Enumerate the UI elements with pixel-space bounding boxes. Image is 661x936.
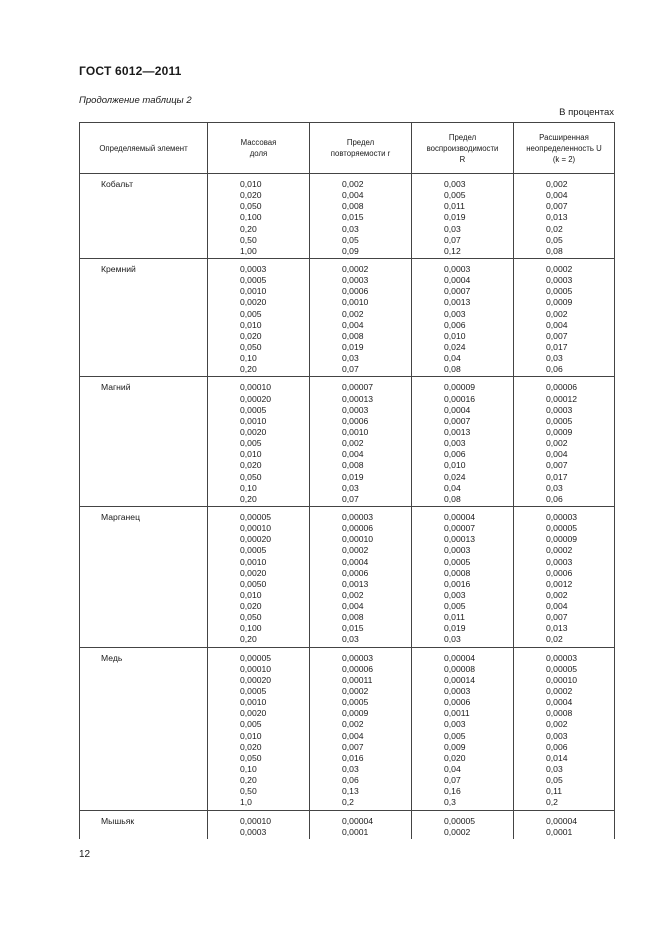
table-value: 0,00009: [444, 382, 476, 393]
values-cell-r: [310, 174, 412, 259]
table-value: 0,00004: [444, 511, 476, 522]
table-value: 0,0001: [342, 826, 369, 837]
table-value: 0,005: [444, 190, 466, 201]
table-value: 0,00010: [240, 815, 272, 826]
table-value: 0,004: [342, 319, 364, 330]
table-value: 0,06: [546, 364, 563, 375]
values-cell-R: [412, 174, 514, 259]
table-value: 1,0: [240, 797, 252, 808]
table-value: 0,00007: [342, 382, 374, 393]
values-cell-r: [310, 258, 412, 376]
table-value: 0,008: [342, 460, 364, 471]
table-value: 0,00003: [546, 652, 578, 663]
table-value: 0,004: [342, 601, 364, 612]
table-value: 0,008: [342, 201, 364, 212]
table-value: 0,00006: [342, 523, 374, 534]
table-value: 0,002: [546, 438, 568, 449]
table-value: 0,07: [342, 493, 359, 504]
table-value: 0,008: [342, 330, 364, 341]
table-value: 0,05: [546, 234, 563, 245]
table-value: 0,20: [240, 364, 257, 375]
table-row: [80, 506, 615, 647]
table-value: 0,2: [342, 797, 354, 808]
table-value: 0,03: [342, 353, 359, 364]
table-value: 0,0010: [240, 556, 267, 567]
element-name: Кремний: [80, 258, 208, 376]
table-caption: Продолжение таблицы 2: [79, 95, 192, 106]
table-value: 0,050: [240, 612, 262, 623]
values-cell-U: [514, 258, 615, 376]
table-value: 0,0003: [444, 263, 471, 274]
table-value: 0,08: [444, 493, 461, 504]
column-header-expanded-uncertainty: [514, 123, 615, 174]
table-value: 0,003: [444, 589, 466, 600]
table-value: 0,03: [546, 764, 563, 775]
table-value: 0,03: [546, 353, 563, 364]
table-value: 0,03: [546, 482, 563, 493]
table-value: 0,024: [444, 471, 466, 482]
page-number: 12: [79, 849, 91, 860]
element-name: Кобальт: [80, 174, 208, 259]
table-value: 0,0012: [546, 578, 573, 589]
table-value: 0,0005: [240, 686, 267, 697]
table-value: 0,0010: [342, 426, 369, 437]
table-value: 0,100: [240, 623, 262, 634]
table-row: [80, 174, 615, 259]
table-value: 0,00003: [342, 511, 374, 522]
table-value: 0,0006: [342, 415, 369, 426]
table-value: 0,00013: [444, 534, 476, 545]
values-cell-mass: [208, 506, 310, 647]
table-value: 0,0008: [444, 567, 471, 578]
values-cell-mass: [208, 810, 310, 839]
column-header-line: Определяемый элемент: [99, 143, 188, 153]
table-row: [80, 258, 615, 376]
table-value: 0,020: [240, 741, 262, 752]
table-value: 0,016: [342, 752, 364, 763]
table-value: 0,0020: [240, 426, 267, 437]
table-value: 0,0003: [342, 404, 369, 415]
table-row: [80, 647, 615, 810]
table-value: 0,00005: [546, 663, 578, 674]
column-header-line: Предел: [448, 132, 477, 142]
table-value: 0,0003: [546, 404, 573, 415]
table-value: 0,002: [546, 308, 568, 319]
table-value: 0,003: [444, 719, 466, 730]
table-value: 0,0001: [546, 826, 573, 837]
table-value: 0,06: [342, 775, 359, 786]
table-value: 0,00004: [444, 652, 476, 663]
table-value: 0,07: [444, 234, 461, 245]
table-value: 0,0005: [546, 286, 573, 297]
table-value: 0,019: [342, 471, 364, 482]
table-value: 0,0020: [240, 708, 267, 719]
table-value: 0,20: [240, 775, 257, 786]
table-value: 0,07: [444, 775, 461, 786]
table-value: 0,002: [342, 308, 364, 319]
table-value: 0,00010: [546, 674, 578, 685]
table-value: 0,013: [546, 623, 568, 634]
element-name: Медь: [80, 647, 208, 810]
table-value: 0,00010: [240, 663, 272, 674]
values-cell-U: [514, 506, 615, 647]
table-value: 0,0004: [444, 404, 471, 415]
column-header-reproducibility-limit: [412, 123, 514, 174]
table-value: 0,00010: [342, 534, 374, 545]
column-header-line: (k = 2): [552, 154, 576, 164]
table-value: 0,0020: [240, 297, 267, 308]
table-value: 0,0003: [240, 826, 267, 837]
table-value: 0,0004: [546, 697, 573, 708]
table-value: 0,007: [546, 330, 568, 341]
column-header-line: повторяемости r: [330, 149, 391, 158]
table-value: 0,020: [444, 752, 466, 763]
table-value: 0,010: [444, 330, 466, 341]
table-value: 0,0006: [342, 567, 369, 578]
values-cell-r: [310, 377, 412, 507]
table-value: 0,0010: [240, 415, 267, 426]
table-value: 0,0002: [546, 263, 573, 274]
table-value: 0,004: [546, 449, 568, 460]
table-value: 0,019: [342, 341, 364, 352]
table-value: 0,00006: [342, 663, 374, 674]
values-cell-R: [412, 258, 514, 376]
table-value: 0,006: [546, 741, 568, 752]
values-cell-U: [514, 377, 615, 507]
table-value: 0,04: [444, 353, 461, 364]
table-value: 0,0020: [240, 567, 267, 578]
table-value: 0,0011: [444, 708, 470, 719]
table-value: 0,019: [444, 212, 466, 223]
table-value: 0,0009: [342, 708, 369, 719]
table-value: 0,00005: [240, 652, 272, 663]
table-value: 0,004: [546, 190, 568, 201]
table-value: 0,010: [240, 589, 262, 600]
table-value: 0,0004: [342, 556, 369, 567]
table-value: 0,0005: [546, 415, 573, 426]
table-value: 0,03: [342, 764, 359, 775]
values-cell-U: [514, 647, 615, 810]
table-value: 0,03: [342, 634, 359, 645]
values-cell-R: [412, 810, 514, 839]
table-value: 0,002: [342, 719, 364, 730]
table-value: 0,0010: [240, 697, 267, 708]
table-value: 0,00003: [546, 511, 578, 522]
table-value: 0,10: [240, 353, 257, 364]
table-value: 0,0003: [444, 686, 471, 697]
table-value: 0,050: [240, 471, 262, 482]
element-name: Магний: [80, 377, 208, 507]
table-header-row: [80, 123, 615, 174]
table-value: 0,09: [342, 245, 359, 256]
table-value: 0,02: [546, 223, 563, 234]
table-value: 0,00020: [240, 534, 272, 545]
table-value: 0,16: [444, 786, 461, 797]
table-value: 0,0005: [240, 404, 267, 415]
table-value: 0,010: [240, 319, 262, 330]
column-header-line: Расширенная: [539, 132, 589, 142]
table-value: 0,050: [240, 752, 262, 763]
table-value: 0,10: [240, 764, 257, 775]
table-value: 0,00012: [546, 393, 578, 404]
table-value: 0,011: [444, 612, 465, 623]
table-row: [80, 810, 615, 839]
values-cell-r: [310, 810, 412, 839]
table-value: 0,002: [342, 179, 364, 189]
table-value: 0,006: [444, 319, 466, 330]
table-value: 0,004: [342, 449, 364, 460]
table-value: 0,0004: [444, 275, 471, 286]
table-value: 0,002: [546, 179, 568, 189]
table-value: 0,011: [444, 201, 465, 212]
table-value: 0,0002: [546, 686, 573, 697]
table-value: 0,00006: [546, 382, 578, 393]
table-value: 0,004: [546, 601, 568, 612]
table-value: 0,007: [342, 741, 364, 752]
table-value: 0,008: [342, 612, 364, 623]
table-value: 0,20: [240, 223, 257, 234]
values-cell-mass: [208, 377, 310, 507]
table-value: 0,3: [444, 797, 456, 808]
table-value: 0,0002: [342, 545, 369, 556]
table-value: 0,100: [240, 212, 262, 223]
table-value: 0,02: [546, 634, 563, 645]
table-value: 0,10: [240, 482, 257, 493]
table-value: 0,020: [240, 330, 262, 341]
table-value: 0,006: [444, 449, 466, 460]
table-value: 0,0002: [444, 826, 471, 837]
column-header-line: доля: [249, 149, 268, 158]
table-value: 0,0005: [444, 556, 471, 567]
table-body: [80, 174, 615, 839]
table-value: 0,07: [342, 364, 359, 375]
table-value: 0,0002: [546, 545, 573, 556]
table-value: 0,0010: [342, 297, 369, 308]
table-value: 0,0013: [444, 426, 471, 437]
table-value: 0,04: [444, 764, 461, 775]
table-value: 0,00009: [546, 534, 578, 545]
table-value: 0,0050: [240, 578, 267, 589]
table-value: 0,003: [444, 308, 466, 319]
table-value: 0,0009: [546, 297, 573, 308]
table-value: 0,03: [342, 223, 359, 234]
table-value: 0,004: [546, 319, 568, 330]
table-value: 0,00010: [240, 382, 272, 393]
table-value: 0,0006: [546, 567, 573, 578]
table-value: 0,0013: [444, 297, 471, 308]
table-value: 0,0003: [546, 275, 573, 286]
table-value: 0,0016: [444, 578, 471, 589]
values-cell-mass: [208, 647, 310, 810]
column-header-repeatability-limit: [310, 123, 412, 174]
table-value: 0,0013: [342, 578, 369, 589]
table-row: [80, 377, 615, 507]
column-header-line: неопределенность U: [526, 143, 602, 153]
table-value: 0,03: [444, 223, 461, 234]
values-cell-mass: [208, 174, 310, 259]
table-value: 0,017: [546, 471, 568, 482]
table-value: 0,020: [240, 460, 262, 471]
table-value: 0,010: [240, 179, 262, 189]
table-value: 0,00005: [444, 815, 476, 826]
values-cell-U: [514, 174, 615, 259]
table-value: 0,005: [240, 438, 262, 449]
table-value: 0,007: [546, 460, 568, 471]
table-value: 1,00: [240, 245, 257, 256]
table-value: 0,017: [546, 341, 568, 352]
table-value: 0,050: [240, 341, 262, 352]
table-value: 0,015: [342, 623, 364, 634]
table-value: 0,2: [546, 797, 558, 808]
table-value: 0,00005: [546, 523, 578, 534]
table-value: 0,020: [240, 190, 262, 201]
column-header-line: Предел: [346, 138, 375, 147]
table-value: 0,010: [444, 460, 466, 471]
table-value: 0,007: [546, 201, 568, 212]
table-value: 0,00013: [342, 393, 374, 404]
table-value: 0,002: [342, 438, 364, 449]
table-value: 0,00011: [342, 674, 373, 685]
data-table: [79, 122, 615, 839]
element-name: Мышьяк: [80, 810, 208, 839]
table-value: 0,00020: [240, 674, 272, 685]
table-value: 0,004: [342, 190, 364, 201]
table-value: 0,0007: [444, 415, 471, 426]
table-value: 0,0009: [546, 426, 573, 437]
table-value: 0,014: [546, 752, 568, 763]
table-value: 0,015: [342, 212, 364, 223]
table-value: 0,007: [546, 612, 568, 623]
table-value: 0,005: [444, 601, 466, 612]
table-value: 0,0003: [342, 275, 369, 286]
table-value: 0,00004: [546, 815, 578, 826]
table-value: 0,00014: [444, 674, 476, 685]
table-value: 0,002: [546, 589, 568, 600]
table-value: 0,00010: [240, 523, 272, 534]
table-value: 0,12: [444, 245, 461, 256]
table-value: 0,004: [342, 730, 364, 741]
table-value: 0,0006: [444, 697, 471, 708]
values-cell-r: [310, 647, 412, 810]
table-value: 0,0003: [444, 545, 471, 556]
table-value: 0,00020: [240, 393, 272, 404]
table-value: 0,50: [240, 786, 257, 797]
table-value: 0,00005: [240, 511, 272, 522]
table-value: 0,00008: [444, 663, 476, 674]
table-value: 0,024: [444, 341, 466, 352]
table-value: 0,00004: [342, 815, 374, 826]
table-value: 0,00007: [444, 523, 476, 534]
table-value: 0,0002: [342, 686, 369, 697]
table-value: 0,005: [444, 730, 466, 741]
column-header-element: [80, 123, 208, 174]
column-header-line: Массовая: [240, 138, 277, 147]
table-value: 0,003: [444, 179, 466, 189]
values-cell-R: [412, 647, 514, 810]
column-header-line: R: [459, 154, 466, 164]
values-cell-U: [514, 810, 615, 839]
table-value: 0,050: [240, 201, 262, 212]
column-header-mass-fraction: [208, 123, 310, 174]
table-value: 0,05: [546, 775, 563, 786]
table-value: 0,08: [546, 245, 563, 256]
table-value: 0,00003: [342, 652, 374, 663]
column-header-line: воспроизводимости: [426, 143, 499, 153]
table-value: 0,002: [546, 719, 568, 730]
table-value: 0,009: [444, 741, 466, 752]
table-value: 0,020: [240, 601, 262, 612]
table-value: 0,11: [546, 786, 563, 797]
table-value: 0,0007: [444, 286, 471, 297]
table-value: 0,50: [240, 234, 257, 245]
table-value: 0,002: [342, 589, 364, 600]
table-value: 0,0005: [240, 275, 267, 286]
table-value: 0,0003: [546, 556, 573, 567]
values-cell-R: [412, 377, 514, 507]
table-value: 0,005: [240, 719, 262, 730]
table-value: 0,019: [444, 623, 466, 634]
table-value: 0,0002: [342, 263, 369, 274]
table-value: 0,003: [444, 438, 466, 449]
table-value: 0,0003: [240, 263, 267, 274]
table-value: 0,0005: [240, 545, 267, 556]
table-value: 0,03: [342, 482, 359, 493]
table-value: 0,00016: [444, 393, 476, 404]
table-value: 0,0005: [342, 697, 369, 708]
values-cell-mass: [208, 258, 310, 376]
units-note: В процентах: [559, 107, 614, 118]
table-value: 0,003: [546, 730, 568, 741]
table-value: 0,010: [240, 449, 262, 460]
table-value: 0,20: [240, 634, 257, 645]
table-value: 0,08: [444, 364, 461, 375]
table-value: 0,005: [240, 308, 262, 319]
table-value: 0,04: [444, 482, 461, 493]
document-code: ГОСТ 6012—2011: [79, 64, 182, 78]
table-value: 0,06: [546, 493, 563, 504]
element-name: Марганец: [80, 506, 208, 647]
table-value: 0,20: [240, 493, 257, 504]
table-value: 0,0006: [342, 286, 369, 297]
table-value: 0,010: [240, 730, 262, 741]
values-cell-r: [310, 506, 412, 647]
table-value: 0,0010: [240, 286, 267, 297]
table-value: 0,0008: [546, 708, 573, 719]
table-value: 0,03: [444, 634, 461, 645]
table-value: 0,013: [546, 212, 568, 223]
values-cell-R: [412, 506, 514, 647]
table-value: 0,05: [342, 234, 359, 245]
table-value: 0,13: [342, 786, 359, 797]
